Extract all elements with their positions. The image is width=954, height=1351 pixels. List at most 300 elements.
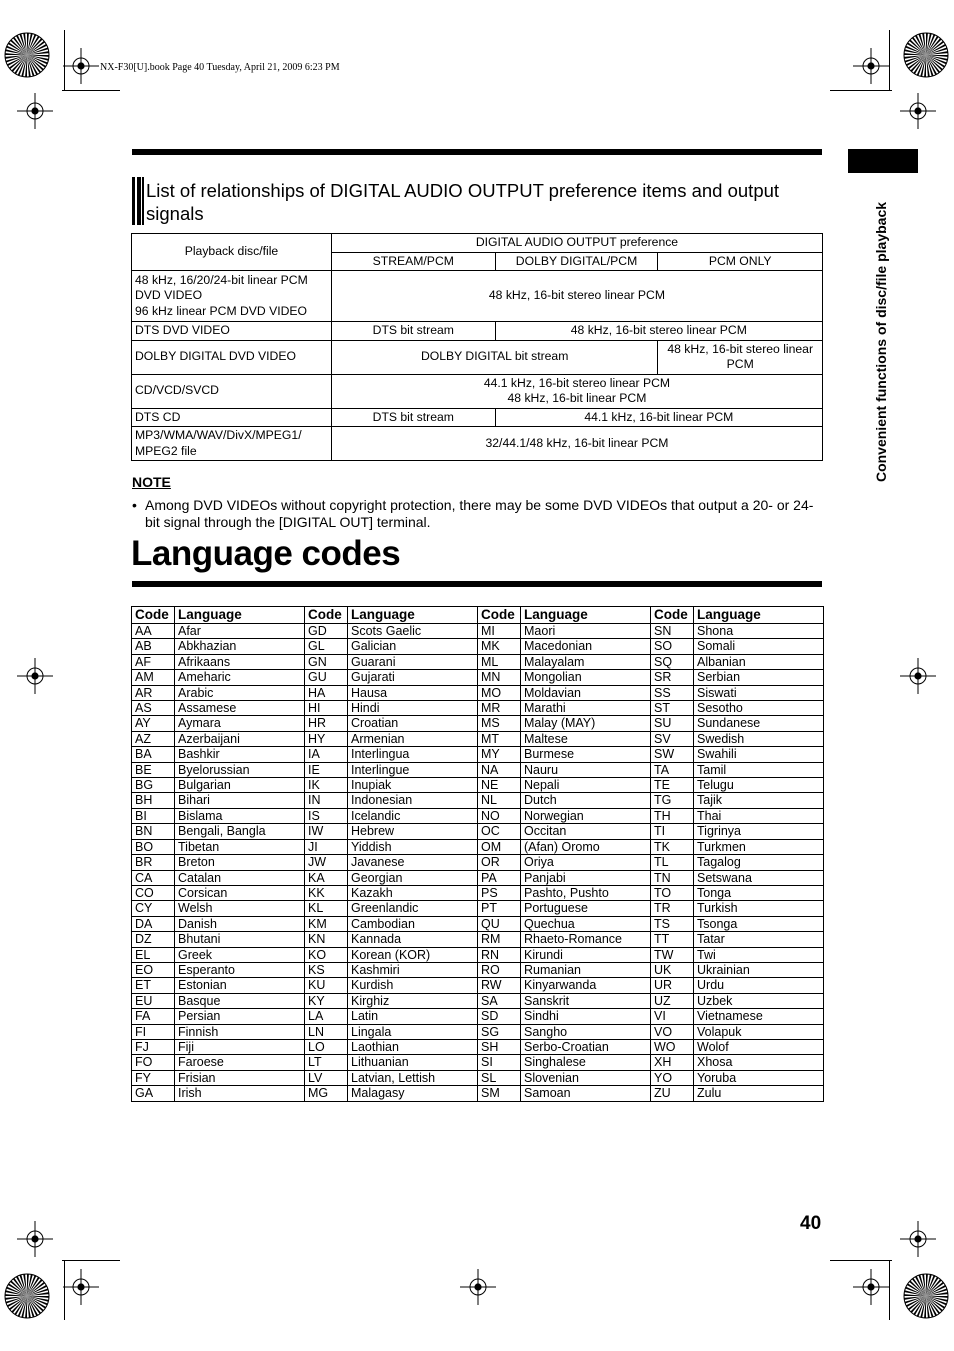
language-code-cell: NA bbox=[478, 762, 521, 777]
language-name-cell: Swedish bbox=[694, 731, 824, 746]
language-name-cell: Marathi bbox=[521, 701, 651, 716]
row-output-files: 32/44.1/48 kHz, 16-bit linear PCM bbox=[331, 427, 822, 461]
language-name-cell: Welsh bbox=[175, 901, 305, 916]
language-code-cell: MN bbox=[478, 670, 521, 685]
table-row bbox=[132, 870, 824, 885]
registration-crosshair-icon bbox=[853, 48, 889, 84]
language-code-cell: AM bbox=[132, 670, 175, 685]
table-row bbox=[132, 1039, 824, 1054]
row-output-dolby-pcm: 48 kHz, 16-bit stereo linear PCM bbox=[658, 340, 823, 374]
language-code-cell: BE bbox=[132, 762, 175, 777]
language-name-cell: Irish bbox=[175, 1086, 305, 1101]
language-name-cell: Malay (MAY) bbox=[521, 716, 651, 731]
row-output-cd: 44.1 kHz, 16-bit stereo linear PCM 48 kHz, 16-bit linear PCM bbox=[331, 374, 822, 408]
language-code-cell: GN bbox=[305, 654, 348, 669]
print-header: NX-F30[U].book Page 40 Tuesday, April 21, 2009 6:23 PM bbox=[100, 62, 340, 73]
table-row bbox=[132, 839, 824, 854]
language-code-cell: FJ bbox=[132, 1039, 175, 1054]
language-code-cell: OR bbox=[478, 855, 521, 870]
language-name-cell: Sindhi bbox=[521, 1009, 651, 1024]
language-name-cell: Indonesian bbox=[348, 793, 478, 808]
language-name-cell: Zulu bbox=[694, 1086, 824, 1101]
table-row bbox=[132, 747, 824, 762]
language-code-cell: BA bbox=[132, 747, 175, 762]
row-output-dts-cd-stream: DTS bit stream bbox=[331, 408, 495, 427]
table-row bbox=[132, 993, 824, 1008]
section-title: List of relationships of DIGITAL AUDIO OUTPUT preference items and output signals bbox=[146, 180, 780, 224]
language-name-cell: Vietnamese bbox=[694, 1009, 824, 1024]
language-code-cell: KN bbox=[305, 932, 348, 947]
language-code-cell: HR bbox=[305, 716, 348, 731]
language-code-cell: TW bbox=[651, 947, 694, 962]
language-code-cell: NE bbox=[478, 778, 521, 793]
language-name-cell: Cambodian bbox=[348, 916, 478, 931]
language-name-cell: Galician bbox=[348, 639, 478, 654]
registration-crosshair-icon bbox=[900, 658, 936, 694]
table-row bbox=[132, 624, 824, 639]
language-code-cell: TH bbox=[651, 808, 694, 823]
row-output-dts-stream: DTS bit stream bbox=[331, 322, 495, 341]
language-name-cell: Danish bbox=[175, 916, 305, 931]
table-row bbox=[132, 947, 824, 962]
language-name-cell: Kashmiri bbox=[348, 962, 478, 977]
language-name-cell: Bihari bbox=[175, 793, 305, 808]
language-code-cell: MK bbox=[478, 639, 521, 654]
language-name-cell: Persian bbox=[175, 1009, 305, 1024]
language-code-cell: SR bbox=[651, 670, 694, 685]
language-name-cell: Croatian bbox=[348, 716, 478, 731]
registration-crosshair-icon bbox=[900, 93, 936, 129]
language-name-cell: Icelandic bbox=[348, 808, 478, 823]
language-code-cell: MY bbox=[478, 747, 521, 762]
language-name-cell: Faroese bbox=[175, 1055, 305, 1070]
language-code-cell: LT bbox=[305, 1055, 348, 1070]
language-code-cell: BO bbox=[132, 839, 175, 854]
language-name-cell: Sangho bbox=[521, 1024, 651, 1039]
language-code-cell: AA bbox=[132, 624, 175, 639]
language-name-cell: Esperanto bbox=[175, 962, 305, 977]
registration-crosshair-icon bbox=[17, 93, 53, 129]
language-name-cell: Somali bbox=[694, 639, 824, 654]
header-code: Code bbox=[132, 607, 175, 624]
language-name-cell: Tatar bbox=[694, 932, 824, 947]
language-code-cell: FO bbox=[132, 1055, 175, 1070]
row-output-dts-pcm: 48 kHz, 16-bit stereo linear PCM bbox=[495, 322, 822, 341]
language-name-cell: Hebrew bbox=[348, 824, 478, 839]
language-code-cell: FY bbox=[132, 1070, 175, 1085]
language-name-cell: Malagasy bbox=[348, 1086, 478, 1101]
language-name-cell: Armenian bbox=[348, 731, 478, 746]
language-name-cell: Siswati bbox=[694, 685, 824, 700]
language-name-cell: Tamil bbox=[694, 762, 824, 777]
table-row bbox=[132, 701, 824, 716]
language-code-cell: GD bbox=[305, 624, 348, 639]
language-code-cell: RO bbox=[478, 962, 521, 977]
language-name-cell: Occitan bbox=[521, 824, 651, 839]
side-tab-label bbox=[873, 182, 897, 502]
registration-crosshair-icon bbox=[900, 1221, 936, 1257]
language-name-cell: Rhaeto-Romance bbox=[521, 932, 651, 947]
header-dolby-pcm: DOLBY DIGITAL/PCM bbox=[495, 252, 658, 271]
language-code-cell: EL bbox=[132, 947, 175, 962]
language-code-cell: LA bbox=[305, 1009, 348, 1024]
crop-line bbox=[830, 1260, 892, 1261]
row-output-dolby-stream: DOLBY DIGITAL bit stream bbox=[331, 340, 657, 374]
row-output-dts-cd-pcm: 44.1 kHz, 16-bit linear PCM bbox=[495, 408, 822, 427]
language-name-cell: Bulgarian bbox=[175, 778, 305, 793]
language-code-cell: SQ bbox=[651, 654, 694, 669]
table-row bbox=[132, 340, 823, 374]
language-name-cell: Ukrainian bbox=[694, 962, 824, 977]
registration-crosshair-icon bbox=[63, 1269, 99, 1305]
language-code-cell: SD bbox=[478, 1009, 521, 1024]
language-code-cell: SU bbox=[651, 716, 694, 731]
language-name-cell: Yiddish bbox=[348, 839, 478, 854]
language-name-cell: Slovenian bbox=[521, 1070, 651, 1085]
language-code-cell: SO bbox=[651, 639, 694, 654]
language-name-cell: Ameharic bbox=[175, 670, 305, 685]
language-code-cell: MG bbox=[305, 1086, 348, 1101]
language-name-cell: Bashkir bbox=[175, 747, 305, 762]
registration-crosshair-icon bbox=[17, 658, 53, 694]
language-code-cell: KY bbox=[305, 993, 348, 1008]
language-code-cell: DZ bbox=[132, 932, 175, 947]
language-code-cell: AF bbox=[132, 654, 175, 669]
language-name-cell: (Afan) Oromo bbox=[521, 839, 651, 854]
side-tab-marker bbox=[848, 149, 918, 173]
language-code-cell: JI bbox=[305, 839, 348, 854]
language-name-cell: Latvian, Lettish bbox=[348, 1070, 478, 1085]
language-code-cell: KA bbox=[305, 870, 348, 885]
language-code-cell: IS bbox=[305, 808, 348, 823]
language-name-cell: Lithuanian bbox=[348, 1055, 478, 1070]
language-code-cell: ZU bbox=[651, 1086, 694, 1101]
language-name-cell: Dutch bbox=[521, 793, 651, 808]
language-code-cell: BH bbox=[132, 793, 175, 808]
table-row bbox=[132, 427, 823, 461]
language-name-cell: Rumanian bbox=[521, 962, 651, 977]
language-code-cell: SN bbox=[651, 624, 694, 639]
table-row bbox=[132, 670, 824, 685]
language-codes-rule bbox=[132, 581, 822, 587]
language-name-cell: Finnish bbox=[175, 1024, 305, 1039]
note-text: Among DVD VIDEOs without copyright protection, there may be some DVD VIDEOs that output a 20- or 24-bit signal through the [DIGITAL OUT] terminal. bbox=[145, 497, 814, 530]
registration-crosshair-icon bbox=[460, 1269, 496, 1305]
header-language: Language bbox=[348, 607, 478, 624]
language-name-cell: Arabic bbox=[175, 685, 305, 700]
language-code-cell: VO bbox=[651, 1024, 694, 1039]
crop-line bbox=[64, 30, 65, 90]
language-code-cell: EO bbox=[132, 962, 175, 977]
language-code-cell: OC bbox=[478, 824, 521, 839]
language-name-cell: Burmese bbox=[521, 747, 651, 762]
language-name-cell: Frisian bbox=[175, 1070, 305, 1085]
language-code-cell: RW bbox=[478, 978, 521, 993]
language-name-cell: Kurdish bbox=[348, 978, 478, 993]
language-code-cell: KL bbox=[305, 901, 348, 916]
language-code-cell: CA bbox=[132, 870, 175, 885]
header-language: Language bbox=[694, 607, 824, 624]
header-code: Code bbox=[305, 607, 348, 624]
language-name-cell: Malayalam bbox=[521, 654, 651, 669]
language-code-cell: AR bbox=[132, 685, 175, 700]
table-row bbox=[132, 962, 824, 977]
language-name-cell: Laothian bbox=[348, 1039, 478, 1054]
row-disc-files: MP3/WMA/WAV/DivX/MPEG1/ MPEG2 file bbox=[132, 427, 332, 461]
language-code-cell: TR bbox=[651, 901, 694, 916]
language-name-cell: Hausa bbox=[348, 685, 478, 700]
language-code-cell: GL bbox=[305, 639, 348, 654]
language-name-cell: Turkmen bbox=[694, 839, 824, 854]
header-language: Language bbox=[175, 607, 305, 624]
table-row bbox=[132, 824, 824, 839]
table-row bbox=[132, 808, 824, 823]
language-name-cell: Uzbek bbox=[694, 993, 824, 1008]
language-code-cell: GU bbox=[305, 670, 348, 685]
language-code-cell: SI bbox=[478, 1055, 521, 1070]
language-code-cell: LO bbox=[305, 1039, 348, 1054]
row-disc-cd: CD/VCD/SVCD bbox=[132, 374, 332, 408]
registration-crosshair-icon bbox=[853, 1269, 889, 1305]
language-name-cell: Xhosa bbox=[694, 1055, 824, 1070]
language-code-cell: WO bbox=[651, 1039, 694, 1054]
language-code-cell: KK bbox=[305, 885, 348, 900]
language-code-cell: NO bbox=[478, 808, 521, 823]
language-name-cell: Turkish bbox=[694, 901, 824, 916]
language-code-cell: HY bbox=[305, 731, 348, 746]
language-name-cell: Latin bbox=[348, 1009, 478, 1024]
table-row bbox=[132, 1070, 824, 1085]
language-name-cell: Inupiak bbox=[348, 778, 478, 793]
language-name-cell: Singhalese bbox=[521, 1055, 651, 1070]
top-rule bbox=[132, 149, 822, 155]
language-name-cell: Assamese bbox=[175, 701, 305, 716]
header-pcm-only: PCM ONLY bbox=[658, 252, 823, 271]
header-playback: Playback disc/file bbox=[132, 234, 332, 271]
table-row bbox=[132, 271, 823, 322]
language-name-cell: Nauru bbox=[521, 762, 651, 777]
crop-line bbox=[830, 90, 892, 91]
language-code-cell: TK bbox=[651, 839, 694, 854]
table-row bbox=[132, 408, 823, 427]
language-name-cell: Kirundi bbox=[521, 947, 651, 962]
language-name-cell: Oriya bbox=[521, 855, 651, 870]
language-name-cell: Gujarati bbox=[348, 670, 478, 685]
language-code-cell: SM bbox=[478, 1086, 521, 1101]
language-name-cell: Serbian bbox=[694, 670, 824, 685]
language-code-cell: MI bbox=[478, 624, 521, 639]
language-name-cell: Thai bbox=[694, 808, 824, 823]
language-name-cell: Azerbaijani bbox=[175, 731, 305, 746]
language-code-cell: SV bbox=[651, 731, 694, 746]
language-code-cell: KU bbox=[305, 978, 348, 993]
note-bullet: • bbox=[132, 497, 137, 513]
table-row bbox=[132, 916, 824, 931]
language-code-cell: FA bbox=[132, 1009, 175, 1024]
language-name-cell: Catalan bbox=[175, 870, 305, 885]
section-title-bars bbox=[132, 177, 144, 225]
table-row bbox=[132, 762, 824, 777]
language-code-cell: BI bbox=[132, 808, 175, 823]
language-name-cell: Nepali bbox=[521, 778, 651, 793]
language-name-cell: Interlingue bbox=[348, 762, 478, 777]
table-row bbox=[132, 1086, 824, 1101]
registration-crosshair-icon bbox=[63, 48, 99, 84]
language-code-cell: AB bbox=[132, 639, 175, 654]
language-code-cell: TI bbox=[651, 824, 694, 839]
row-disc-lpcm: 48 kHz, 16/20/24-bit linear PCM DVD VIDEO 96 kHz linear PCM DVD VIDEO bbox=[132, 271, 332, 322]
language-name-cell: Kinyarwanda bbox=[521, 978, 651, 993]
header-preference: DIGITAL AUDIO OUTPUT preference bbox=[331, 234, 822, 253]
language-code-cell: TN bbox=[651, 870, 694, 885]
language-name-cell: Tsonga bbox=[694, 916, 824, 931]
language-code-cell: IW bbox=[305, 824, 348, 839]
language-code-cell: SW bbox=[651, 747, 694, 762]
language-name-cell: Sesotho bbox=[694, 701, 824, 716]
language-name-cell: Setswana bbox=[694, 870, 824, 885]
table-row bbox=[132, 716, 824, 731]
crop-line bbox=[62, 1260, 120, 1261]
language-name-cell: Shona bbox=[694, 624, 824, 639]
language-name-cell: Moldavian bbox=[521, 685, 651, 700]
digital-audio-output-table bbox=[131, 233, 823, 461]
header-code: Code bbox=[651, 607, 694, 624]
language-code-cell: EU bbox=[132, 993, 175, 1008]
language-code-cell: TT bbox=[651, 932, 694, 947]
crop-line bbox=[62, 90, 120, 91]
language-code-cell: VI bbox=[651, 1009, 694, 1024]
language-code-cell: FI bbox=[132, 1024, 175, 1039]
language-code-cell: TA bbox=[651, 762, 694, 777]
language-name-cell: Albanian bbox=[694, 654, 824, 669]
language-name-cell: Serbo-Croatian bbox=[521, 1039, 651, 1054]
header-stream-pcm: STREAM/PCM bbox=[331, 252, 495, 271]
language-code-cell: CY bbox=[132, 901, 175, 916]
language-name-cell: Javanese bbox=[348, 855, 478, 870]
language-name-cell: Macedonian bbox=[521, 639, 651, 654]
language-name-cell: Portuguese bbox=[521, 901, 651, 916]
language-name-cell: Yoruba bbox=[694, 1070, 824, 1085]
language-code-cell: IN bbox=[305, 793, 348, 808]
header-code: Code bbox=[478, 607, 521, 624]
language-code-cell: DA bbox=[132, 916, 175, 931]
language-code-cell: TG bbox=[651, 793, 694, 808]
language-code-cell: XH bbox=[651, 1055, 694, 1070]
row-disc-dolby-dvd: DOLBY DIGITAL DVD VIDEO bbox=[132, 340, 332, 374]
registration-starburst-icon bbox=[903, 32, 949, 78]
language-name-cell: Maori bbox=[521, 624, 651, 639]
language-code-cell: QU bbox=[478, 916, 521, 931]
table-row bbox=[132, 778, 824, 793]
language-codes-title: Language codes bbox=[131, 534, 401, 573]
header-language: Language bbox=[521, 607, 651, 624]
language-name-cell: Aymara bbox=[175, 716, 305, 731]
language-codes-table bbox=[131, 606, 824, 1102]
language-code-cell: OM bbox=[478, 839, 521, 854]
language-name-cell: Swahili bbox=[694, 747, 824, 762]
language-name-cell: Estonian bbox=[175, 978, 305, 993]
registration-starburst-icon bbox=[903, 1273, 949, 1319]
language-code-cell: YO bbox=[651, 1070, 694, 1085]
language-name-cell: Greenlandic bbox=[348, 901, 478, 916]
language-code-cell: MS bbox=[478, 716, 521, 731]
language-code-cell: SL bbox=[478, 1070, 521, 1085]
registration-crosshair-icon bbox=[17, 1221, 53, 1257]
language-code-cell: TL bbox=[651, 855, 694, 870]
table-row bbox=[132, 1009, 824, 1024]
language-name-cell: Afar bbox=[175, 624, 305, 639]
language-code-cell: TO bbox=[651, 885, 694, 900]
crop-line bbox=[889, 1260, 890, 1320]
language-name-cell: Bislama bbox=[175, 808, 305, 823]
language-code-cell: KO bbox=[305, 947, 348, 962]
language-code-cell: UZ bbox=[651, 993, 694, 1008]
language-code-cell: UK bbox=[651, 962, 694, 977]
language-code-cell: MO bbox=[478, 685, 521, 700]
table-row bbox=[132, 374, 823, 408]
language-code-cell: PS bbox=[478, 885, 521, 900]
table-row bbox=[132, 685, 824, 700]
table-row bbox=[132, 654, 824, 669]
side-tab-text: Convenient functions of disc/file playback bbox=[873, 201, 889, 483]
table-row bbox=[132, 978, 824, 993]
language-name-cell: Sundanese bbox=[694, 716, 824, 731]
language-code-cell: AY bbox=[132, 716, 175, 731]
language-code-cell: LV bbox=[305, 1070, 348, 1085]
row-disc-dts-cd: DTS CD bbox=[132, 408, 332, 427]
language-name-cell: Bhutani bbox=[175, 932, 305, 947]
language-code-cell: PA bbox=[478, 870, 521, 885]
language-code-cell: MT bbox=[478, 731, 521, 746]
table-row bbox=[132, 932, 824, 947]
language-name-cell: Tajik bbox=[694, 793, 824, 808]
language-code-cell: PT bbox=[478, 901, 521, 916]
language-code-cell: IA bbox=[305, 747, 348, 762]
language-name-cell: Scots Gaelic bbox=[348, 624, 478, 639]
language-name-cell: Twi bbox=[694, 947, 824, 962]
language-code-cell: SA bbox=[478, 993, 521, 1008]
language-code-cell: IE bbox=[305, 762, 348, 777]
language-header-row bbox=[132, 607, 824, 624]
language-code-cell: LN bbox=[305, 1024, 348, 1039]
language-code-cell: RM bbox=[478, 932, 521, 947]
language-code-cell: BN bbox=[132, 824, 175, 839]
language-code-cell: ET bbox=[132, 978, 175, 993]
language-name-cell: Tagalog bbox=[694, 855, 824, 870]
language-name-cell: Tonga bbox=[694, 885, 824, 900]
language-name-cell: Georgian bbox=[348, 870, 478, 885]
language-name-cell: Mongolian bbox=[521, 670, 651, 685]
language-code-cell: SS bbox=[651, 685, 694, 700]
table-row bbox=[132, 1055, 824, 1070]
language-name-cell: Kirghiz bbox=[348, 993, 478, 1008]
language-name-cell: Wolof bbox=[694, 1039, 824, 1054]
table-row bbox=[132, 793, 824, 808]
language-code-cell: RN bbox=[478, 947, 521, 962]
language-name-cell: Norwegian bbox=[521, 808, 651, 823]
language-code-cell: HA bbox=[305, 685, 348, 700]
registration-starburst-icon bbox=[4, 1273, 50, 1319]
crop-line bbox=[889, 30, 890, 90]
language-name-cell: Hindi bbox=[348, 701, 478, 716]
language-code-cell: HI bbox=[305, 701, 348, 716]
language-code-cell: CO bbox=[132, 885, 175, 900]
table-row bbox=[132, 639, 824, 654]
language-code-cell: MR bbox=[478, 701, 521, 716]
language-code-cell: UR bbox=[651, 978, 694, 993]
language-code-cell: TS bbox=[651, 916, 694, 931]
language-name-cell: Quechua bbox=[521, 916, 651, 931]
